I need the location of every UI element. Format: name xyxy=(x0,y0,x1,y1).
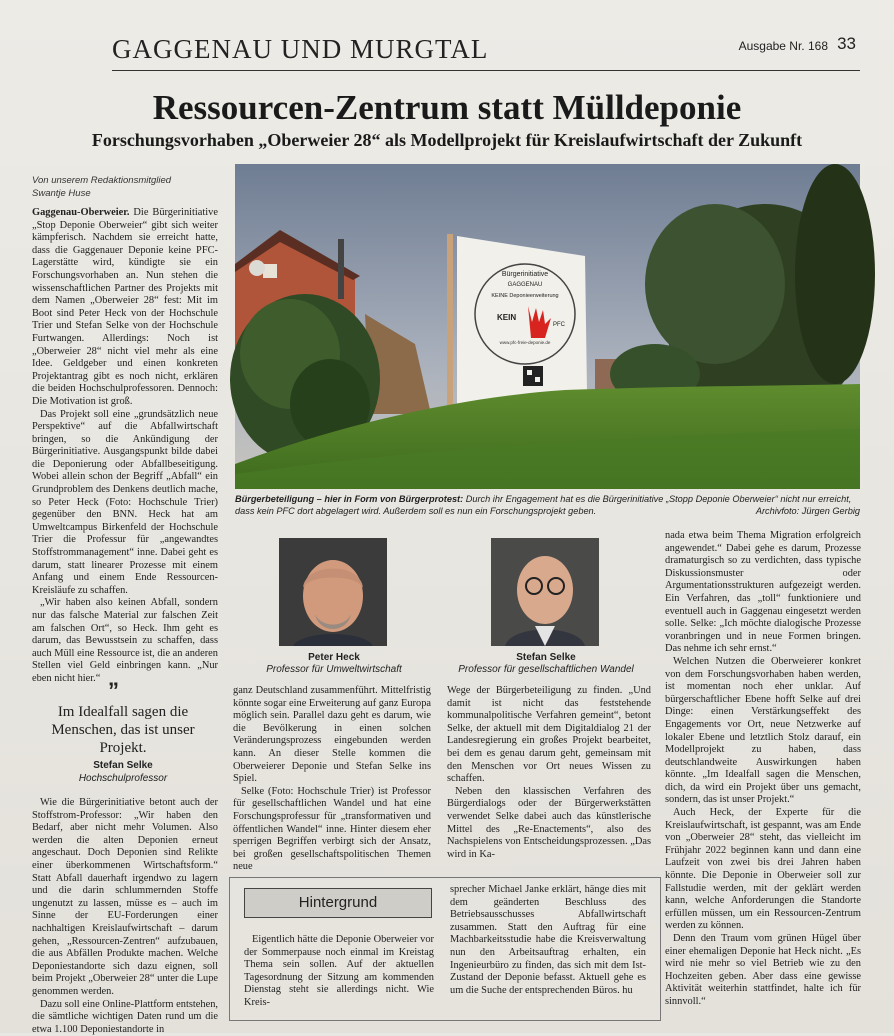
infobox-text-right: sprecher Michael Janke erklärt, hänge dies mit dem geänderten Beschluss des Betriebsausschusses Abfallwirtschaft zusammen. Statt den Auftrag für eine Machbarkeitsstudie habe die Kreisverwaltung nun den Arbeitsauftrag erhalten, ein Ingenieurbüro zu finden, das sich mit dem Ist-Zustand der Deponie befasst. Aktuell gehe es um die Suche der entsprechenden Büros. hu xyxy=(450,884,646,1016)
page-number: 33 xyxy=(837,34,856,54)
dateline: Gaggenau-Oberweier. xyxy=(32,207,129,218)
avatar xyxy=(279,538,387,646)
byline-author: Swantje Huse xyxy=(32,187,222,200)
paragraph: ganz Deutschland zusammenführt. Mittelfristig könnte sogar eine Erweiterung auf ganz Europa möglich sein. Parallel dazu geht es darum, wie die Bevölkerung in einen solchen Veränderungsprozess eingebunden werden kann. An dieser Stelle kommen die Oberweierer Deponie und Stefan Selke ins Spiel. xyxy=(233,685,431,786)
photo-caption xyxy=(235,493,860,517)
paragraph: Wie die Bürgerinitiative betont auch der Stoffstrom-Professor: „Wir haben den Bedarf, aber nicht mehr Volumen. Also werden die alten Deponien erneut angeschaut. Doch Deponien sind Relikte einer überkommenen Wirtschaftsform.“ Statt Abfall dauerhaft irgendwo zu lagern und die darin schlummernden Stoffe ungenutzt zu lassen, müsse es – auch im Sinne der EU-Forderungen einer nachhaltigen Kreislaufwirtschaft – darum gehen, „Ressourcen-Zentren“ aufzubauen, die aus Abfällen Produkte machen. Welche Deponiestandorte sich dazu eignen, soll beim Projekt „Oberweier 28“ unter die Lupe genommen werden. xyxy=(32,797,218,999)
byline-role: Von unserem Redaktionsmitglied xyxy=(32,174,222,187)
infobox-title: Hintergrund xyxy=(244,888,432,918)
banner-subtitle: KEINE Deponieerweiterung xyxy=(491,293,558,299)
subheadline: Forschungsvorhaben „Oberweier 28“ als Modellprojekt für Kreislaufwirtschaft der Zukunft xyxy=(30,130,864,151)
infobox-text-left: Eigentlich hätte die Deponie Oberweier vor der Sommerpause noch einmal im Kreistag Thema sein sollen. Auf der aktuellen Tagesordnung der Sitzung am kommenden Dienstag steht sie allerdings nicht. Wie Kreis- xyxy=(244,934,434,1016)
person-role: Professor für gesellschaftlichen Wandel xyxy=(436,664,656,675)
article-column-2 xyxy=(233,685,431,865)
banner-title: Bürgerinitiative xyxy=(502,271,548,278)
paragraph: Denn den Traum vom grünen Hügel über einer ehemaligen Deponie hat Heck nicht. „Es wird nie mehr so viel Betrieb wie zu den Hochzeiten geben. Aber dass eine gewisse Aktivität weiterhin stattfindet, halte ich für sinnvoll.“ xyxy=(665,933,861,1009)
article-column-3 xyxy=(447,685,651,865)
protest-photo xyxy=(235,164,860,489)
paragraph: Die Bürgerinitiative „Stop Deponie Oberweier“ gibt sich weiter kämpferisch. Nachdem sie erreicht hatte, dass die Gaggenauer Deponie keine PFC-Lagerstätte wird, kündigte sie ein Forschungsvorhaben an. Nun stehen die wissenschaftlichen Partner des Projekts mit dem Namen „Oberweier 28“ fest: Mit im Boot sind Peter Heck von der Hochschule Trier und Stefan Selke von der Hochschule Furtwangen. Allerdings: Noch ist „Oberweier 28“ nicht viel mehr als eine Idee. Geldgeber und einen konkreten Projektantrag gibt es noch nicht, erklären die beiden Hochschulprofessoren. Dennoch: Die Motivation ist groß. xyxy=(32,207,218,407)
person-name: Stefan Selke xyxy=(446,652,646,663)
banner-kein: KEIN xyxy=(497,313,516,322)
background-infobox xyxy=(229,877,661,1021)
caption-text: Durch ihr Engagement hat es die Bürgerinitiative „Stopp Deponie Oberweier“ nicht nur erreicht, dass kein PFC dort abgelagert wird. Außerdem soll es nun ein Forschungsprojekt geben. xyxy=(235,494,851,516)
issue-number: Ausgabe Nr. 168 xyxy=(739,39,828,53)
paragraph: Selke (Foto: Hochschule Trier) ist Professor für gesellschaftlichen Wandel und hat eine Forschungsprofessur für „transformativen und öffentlichen Wandel“ inne. Hinter diesem eher sperrigen Begriffen verbirgt sich der Ansatz, bei großen gesellschaftspolitischen Themen neue xyxy=(233,786,431,874)
person-name: Peter Heck xyxy=(234,652,434,663)
article-column-1-lower xyxy=(32,797,218,1023)
headline: Ressourcen-Zentrum statt Mülldeponie xyxy=(30,88,864,128)
person-role: Professor für Umweltwirtschaft xyxy=(224,664,444,675)
qr-code-icon xyxy=(523,366,543,386)
page-header xyxy=(112,30,860,71)
paragraph: nada etwa beim Thema Migration erfolgreich angewendet.“ Dabei gehe es darum, Prozesse dramaturgisch so zu verdichten, dass typische Diskussionsmuster oder Argumentationsstrukturen aufgezeigt werden. Ein Verfahren, das „toll“ funktioniere und eventuell auch in Gaggenau eingesetzt werden solle. Selke: „Ich möchte dialogische Prozesse voranbringen und in neue Formen bringen. Das nehme ich sehr ernst.“ xyxy=(665,530,861,656)
paragraph: Auch Heck, der Experte für die Kreislaufwirtschaft, ist gespannt, was am Ende von „Oberweier 28“ steht, das vielleicht im Frühjahr 2022 beginnen kann und dann eine Laufzeit von zwei bis drei Jahren haben könnte. Die Deponie in Oberweier soll zur Fallstudie werden, mit der geklärt werden kann, welche Anforderungen die Standorte erfüllen müssen, um ein Ressourcen-Zentrum werden zu können. xyxy=(665,807,861,933)
pull-quote: Im Idealfall sagen die Menschen, das ist unser Projekt. xyxy=(38,703,208,757)
byline xyxy=(32,174,222,200)
article-column-1 xyxy=(32,207,218,669)
paragraph: Dazu soll eine Online-Plattform entstehen, die sämtliche wichtigen Daten rund um die etwa 1.100 Deponiestandorte in xyxy=(32,999,218,1036)
caption-lead: Bürgerbeteiligung – hier in Form von Bürgerprotest: xyxy=(235,494,463,504)
photo-credit: Archivfoto: Jürgen Gerbig xyxy=(756,505,860,517)
paragraph: Neben den klassischen Verfahren des Bürgerdialogs oder der Bürgerwerkstätten verwendet Selke dabei auch das künstlerische Mittel des „Re-Enactements“, also des Nachspielens von Entscheidungsprozessen. „Das wird in Ka- xyxy=(447,786,651,862)
paragraph: Das Projekt soll eine „grundsätzlich neue Perspektive“ auf die Abfallwirtschaft bringen, so die Ankündigung der Bürgerinitiative. Ausgangspunkt bilde dabei die Deponierung oder Abfallbeseitigung. Wobei allein schon der Begriff „Abfall“ ein Grundproblem des Denkens deutlich mache, so Peter Heck (Foto: Hochschule Trier) gegenüber den BNN. Heck hat am Umweltcampus Birkenfeld der Hochschule Trier die Professur für „angewandtes Stoffstrommanagement“ inne. Dabei geht es darum, statt linearer Prozesse mit einem Anfang und einem Ende Ressourcen-Kreisläufe zu schaffen. xyxy=(32,409,218,598)
avatar xyxy=(491,538,599,646)
banner-pfc: PFC xyxy=(553,322,566,328)
pull-quote-role: Hochschulprofessor xyxy=(38,773,208,784)
banner-url: www.pfc-freie-deponie.de xyxy=(500,340,551,345)
section-title: GAGGENAU UND MURGTAL xyxy=(112,34,488,65)
banner-town: GAGGENAU xyxy=(508,282,543,288)
quote-icon: ” xyxy=(108,678,119,704)
paragraph: „Wir haben also keinen Abfall, sondern nur das falsche Material zur falschen Zeit am falschen Ort“, so Heck. Ihm geht es darum, das Bewusstsein zu schaffen, dass auch Müll eine Ressource ist, die an anderen Stellen viel Geld einbringen kann. „Nur eben nicht hier.“ xyxy=(32,597,218,685)
article-column-4 xyxy=(665,530,861,1022)
pull-quote-author: Stefan Selke xyxy=(38,760,208,771)
paragraph: Welchen Nutzen die Oberweierer konkret von dem Forschungsvorhaben haben werden, ist momentan noch eher unklar. Auf bürgerschaftlicher Ebene hofft Selke auf drei Dinge: einen Verstärkungseffekt des Engagements vor Ort, neue Netzwerke auf lokaler Ebene und letztlich Stolz darauf, ein Modellprojekt zu haben, dass deutschlandweite Auswirkungen haben könnte. „Im Idealfall sagen die Menschen, dich, da wird ein Projekt über uns gemacht, sondern, das ist unser Projekt.“ xyxy=(665,656,861,807)
paragraph: Wege der Bürgerbeteiligung zu finden. „Und damit ist nicht das feststehende kommunalpolitische Verfahren gemeint“, betont Selke, der aktuell mit dem Digitaldialog 21 der Landesregierung ein großes Projekt bearbeitet, bei dem es genau darum geht, gemeinsam mit den Menschen vor Ort neues Wissen zu schaffen. xyxy=(447,685,651,786)
